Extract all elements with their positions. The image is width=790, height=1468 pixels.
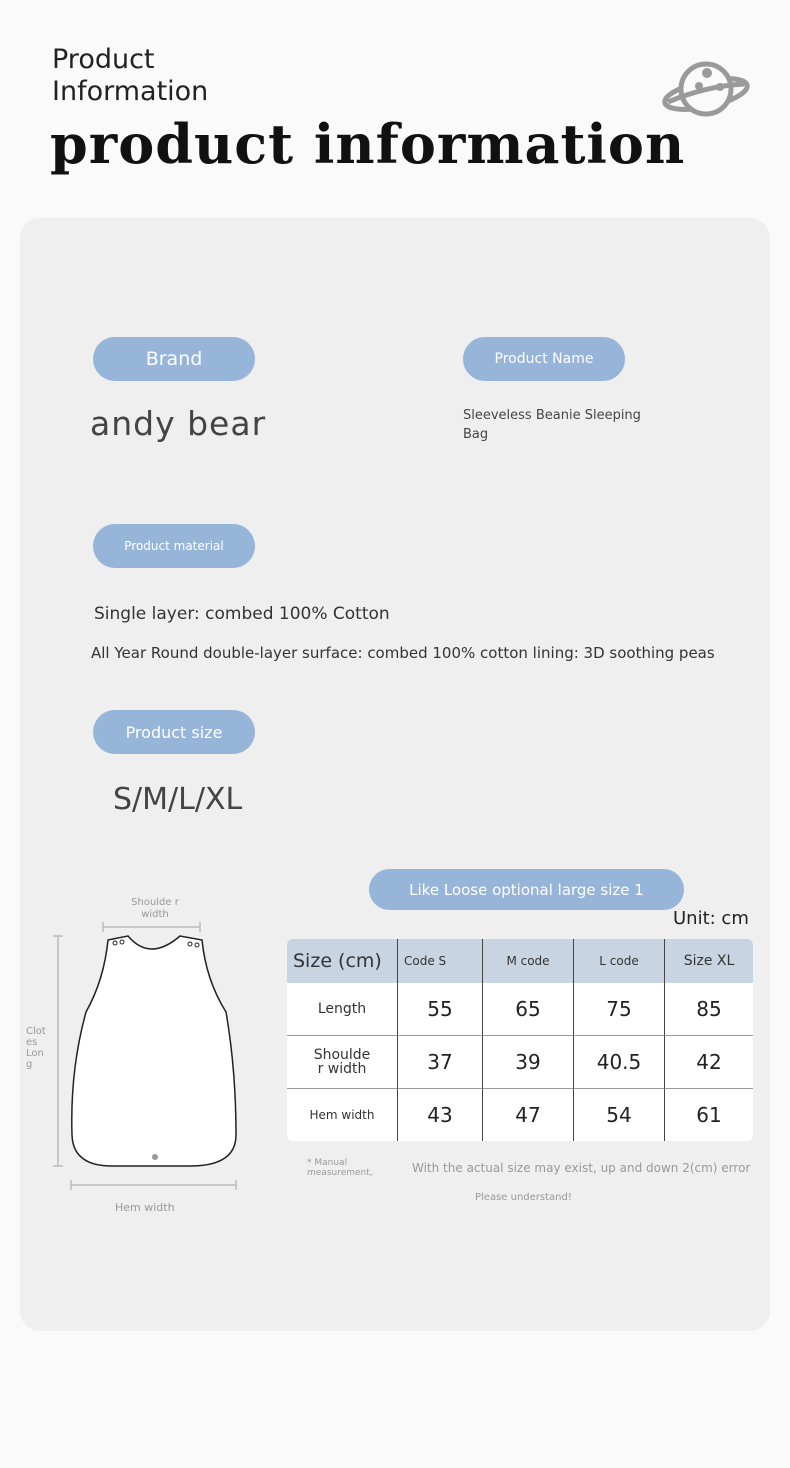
table-row <box>287 983 753 1036</box>
table-header-row <box>287 939 753 983</box>
planet-icon <box>660 56 752 126</box>
table-row <box>287 1036 753 1089</box>
table-cell: 47 <box>483 1089 574 1141</box>
table-cell: 61 <box>696 1103 722 1127</box>
table-header: Size (cm) <box>287 939 398 983</box>
material-line-1: Single layer: combed 100% Cotton <box>94 604 390 624</box>
table-cell: 65 <box>483 983 574 1036</box>
table-header: M code <box>483 939 574 983</box>
size-table <box>287 939 753 1141</box>
table-cell: 55 <box>398 983 483 1036</box>
size-value: S/M/L/XL <box>113 782 243 817</box>
product-name-pill: Product Name <box>463 337 625 381</box>
understand-note: Please understand! <box>475 1192 572 1203</box>
page-title: product information <box>50 112 686 176</box>
row-label: Length <box>287 983 398 1036</box>
size-banner: Like Loose optional large size 1 <box>369 869 684 910</box>
table-cell: 85 <box>665 983 753 1036</box>
manual-note: * Manual measurement, <box>307 1158 373 1178</box>
table-header: L code <box>574 939 665 983</box>
product-name-value: Sleeveless Beanie Sleeping Bag <box>463 408 641 442</box>
table-row <box>287 1089 753 1141</box>
table-cell: 42 <box>665 1036 753 1089</box>
material-pill: Product material <box>93 524 255 568</box>
table-cell: 37 <box>398 1036 483 1089</box>
table-cell: 40.5 <box>574 1036 665 1089</box>
sleeping-bag-diagram <box>40 920 250 1195</box>
diagram-length-label: Clot es Lon g <box>26 1026 46 1070</box>
table-cell: 75 <box>574 983 665 1036</box>
table-cell: 43 <box>398 1089 483 1141</box>
row-label: Hem width <box>287 1089 398 1141</box>
brand-pill: Brand <box>93 337 255 381</box>
row-label: Shoulde r width <box>287 1036 398 1089</box>
brand-value: andy bear <box>90 404 267 443</box>
unit-label: Unit: cm <box>673 908 749 929</box>
table-header: Code S <box>398 939 483 983</box>
table-cell: 54 <box>574 1089 665 1141</box>
material-line-2: All Year Round double-layer surface: combed 100% cotton lining: 3D soothing peas <box>91 644 715 662</box>
header-subtitle: Product Information <box>52 44 209 107</box>
table-header: Size XL <box>665 939 753 983</box>
diagram-shoulder-label: Shoulde r width <box>131 897 179 920</box>
diagram-hem-label: Hem width <box>115 1201 175 1214</box>
size-pill: Product size <box>93 710 255 754</box>
table-cell: 39 <box>483 1036 574 1089</box>
error-note: With the actual size may exist, up and down 2(cm) error <box>412 1161 751 1175</box>
